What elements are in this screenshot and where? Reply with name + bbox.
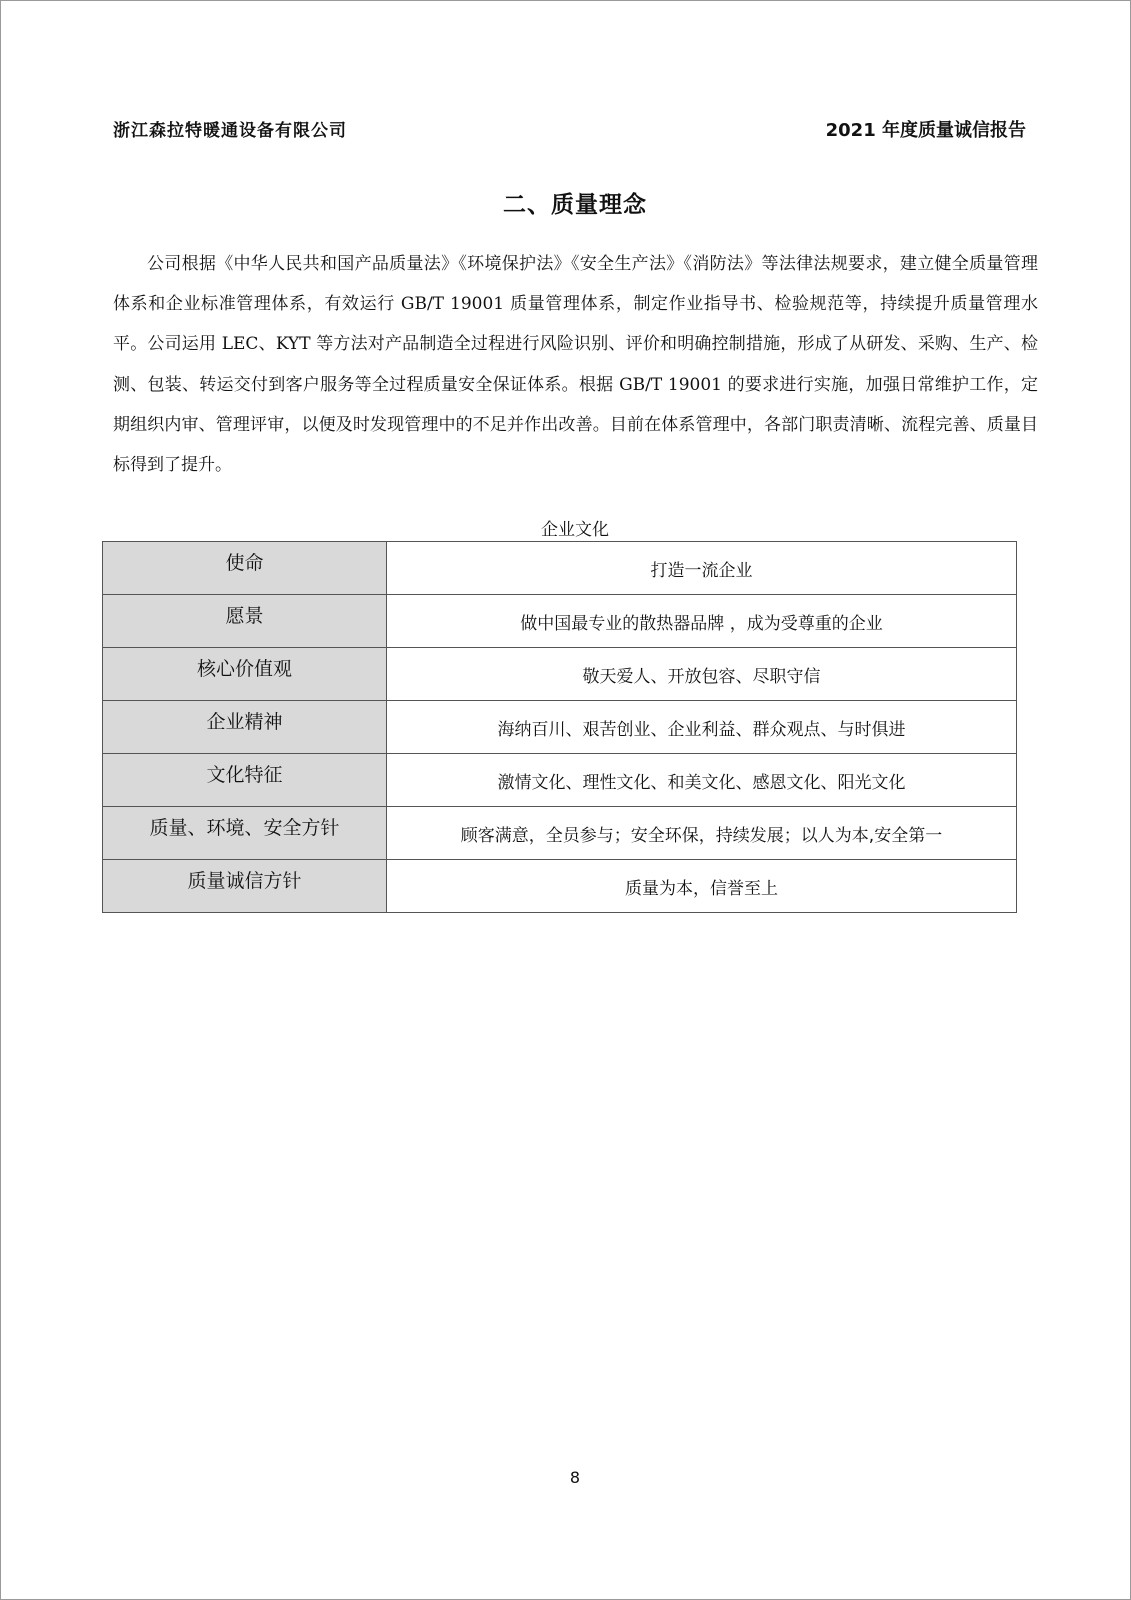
row-label: 使命 [103, 542, 387, 595]
header-company-name: 浙江森拉特暖通设备有限公司 [113, 121, 347, 141]
table-row [103, 595, 1017, 648]
row-label: 愿景 [103, 595, 387, 648]
row-label: 质量、环境、安全方针 [103, 807, 387, 860]
row-label: 企业精神 [103, 701, 387, 754]
table-row [103, 860, 1017, 913]
row-value: 做中国最专业的散热器品牌 ，成为受尊重的企业 [387, 595, 1017, 648]
row-label: 质量诚信方针 [103, 860, 387, 913]
corporate-culture-table [102, 541, 1017, 913]
table-row [103, 754, 1017, 807]
quality-philosophy-paragraph: 公司根据《中华人民共和国产品质量法》《环境保护法》《安全生产法》《消防法》等法律法规要求，建立健全质量管理体系和企业标准管理体系，有效运行 GB/T 19001 质量管理体系，制定作业指导书、检验规范等，持续提升质量管理水平。公司运用 LEC、KYT 等方法对产品制造全过程进行风险识别、评价和明确控制措施，形成了从研发、采购、生产、检测、包装、转运交付到客户服务等全过程质量安全保证体系。根据 GB/T 19001 的要求进行实施，加强日常维护工作，定期组织内审、管理评审，以便及时发现管理中的不足并作出改善。目前在体系管理中，各部门职责清晰、流程完善、质量目标得到了提升。 [113, 254, 1038, 476]
row-value: 敬天爱人、开放包容、尽职守信 [387, 648, 1017, 701]
row-value: 海纳百川、艰苦创业、企业利益、群众观点、与时俱进 [387, 701, 1017, 754]
table-row [103, 648, 1017, 701]
table-row [103, 542, 1017, 595]
row-label: 文化特征 [103, 754, 387, 807]
row-value: 激情文化、理性文化、和美文化、感恩文化、阳光文化 [387, 754, 1017, 807]
row-value: 打造一流企业 [387, 542, 1017, 595]
row-label: 核心价值观 [103, 648, 387, 701]
row-value: 质量为本，信誉至上 [387, 860, 1017, 913]
table-caption: 企业文化 [541, 520, 609, 540]
table-row [103, 807, 1017, 860]
header-report-title: 2021 年度质量诚信报告 [825, 120, 1026, 141]
section-title: 二、质量理念 [503, 192, 647, 218]
table-row [103, 701, 1017, 754]
page-number: 8 [569, 1468, 581, 1487]
row-value: 顾客满意，全员参与；安全环保，持续发展；以人为本,安全第一 [387, 807, 1017, 860]
